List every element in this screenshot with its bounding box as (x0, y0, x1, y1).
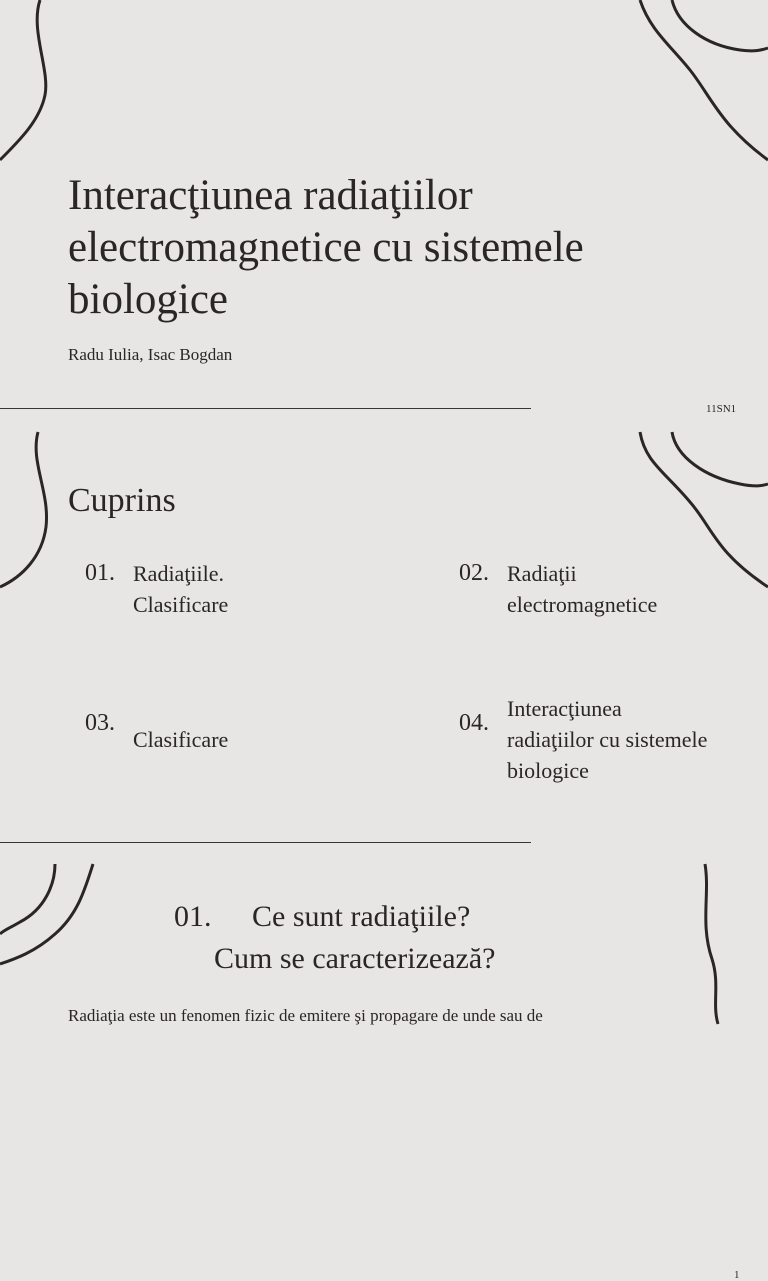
toc-item-number: 04. (459, 710, 489, 736)
toc-item-number: 01. (85, 560, 115, 586)
class-label: 11SN1 (706, 403, 737, 415)
body-text: Radiaţia este un fenomen fizic de emitere şi propagare de unde sau de (68, 1006, 543, 1025)
toc-item-text (507, 693, 707, 786)
title-slide (0, 0, 768, 432)
page-number: 1 (734, 1269, 740, 1281)
divider-line (0, 408, 531, 409)
section-number: 01. (174, 900, 212, 933)
presentation-title: Interacţiunea radiaţiilor electromagnetice cu sistemele biologice (68, 172, 584, 323)
toc-item-text (507, 558, 657, 620)
toc-item-line: Clasificare (133, 592, 229, 617)
toc-item-line: radiaţiilor cu sistemele (507, 727, 708, 752)
toc-item-line: Interacţiunea (507, 696, 622, 721)
toc-item-line: Clasificare (133, 727, 229, 752)
toc-item-number: 02. (459, 560, 489, 586)
divider-line (0, 842, 531, 843)
section-slide (0, 864, 768, 1024)
toc-item-line: Radiaţii (507, 561, 577, 586)
toc-item-text (133, 558, 228, 620)
toc-item-text (133, 724, 228, 755)
toc-item-line: biologice (507, 758, 589, 783)
toc-item-number: 03. (85, 710, 115, 736)
section-heading: Ce sunt radiaţiile? (252, 900, 471, 933)
section-subheading: Cum se caracterizează? (214, 942, 496, 975)
toc-item-line: electromagnetice (507, 592, 658, 617)
authors: Radu Iulia, Isac Bogdan (68, 345, 233, 364)
toc-item-line: Radiaţiile. (133, 561, 225, 586)
toc-title: Cuprins (68, 482, 176, 519)
